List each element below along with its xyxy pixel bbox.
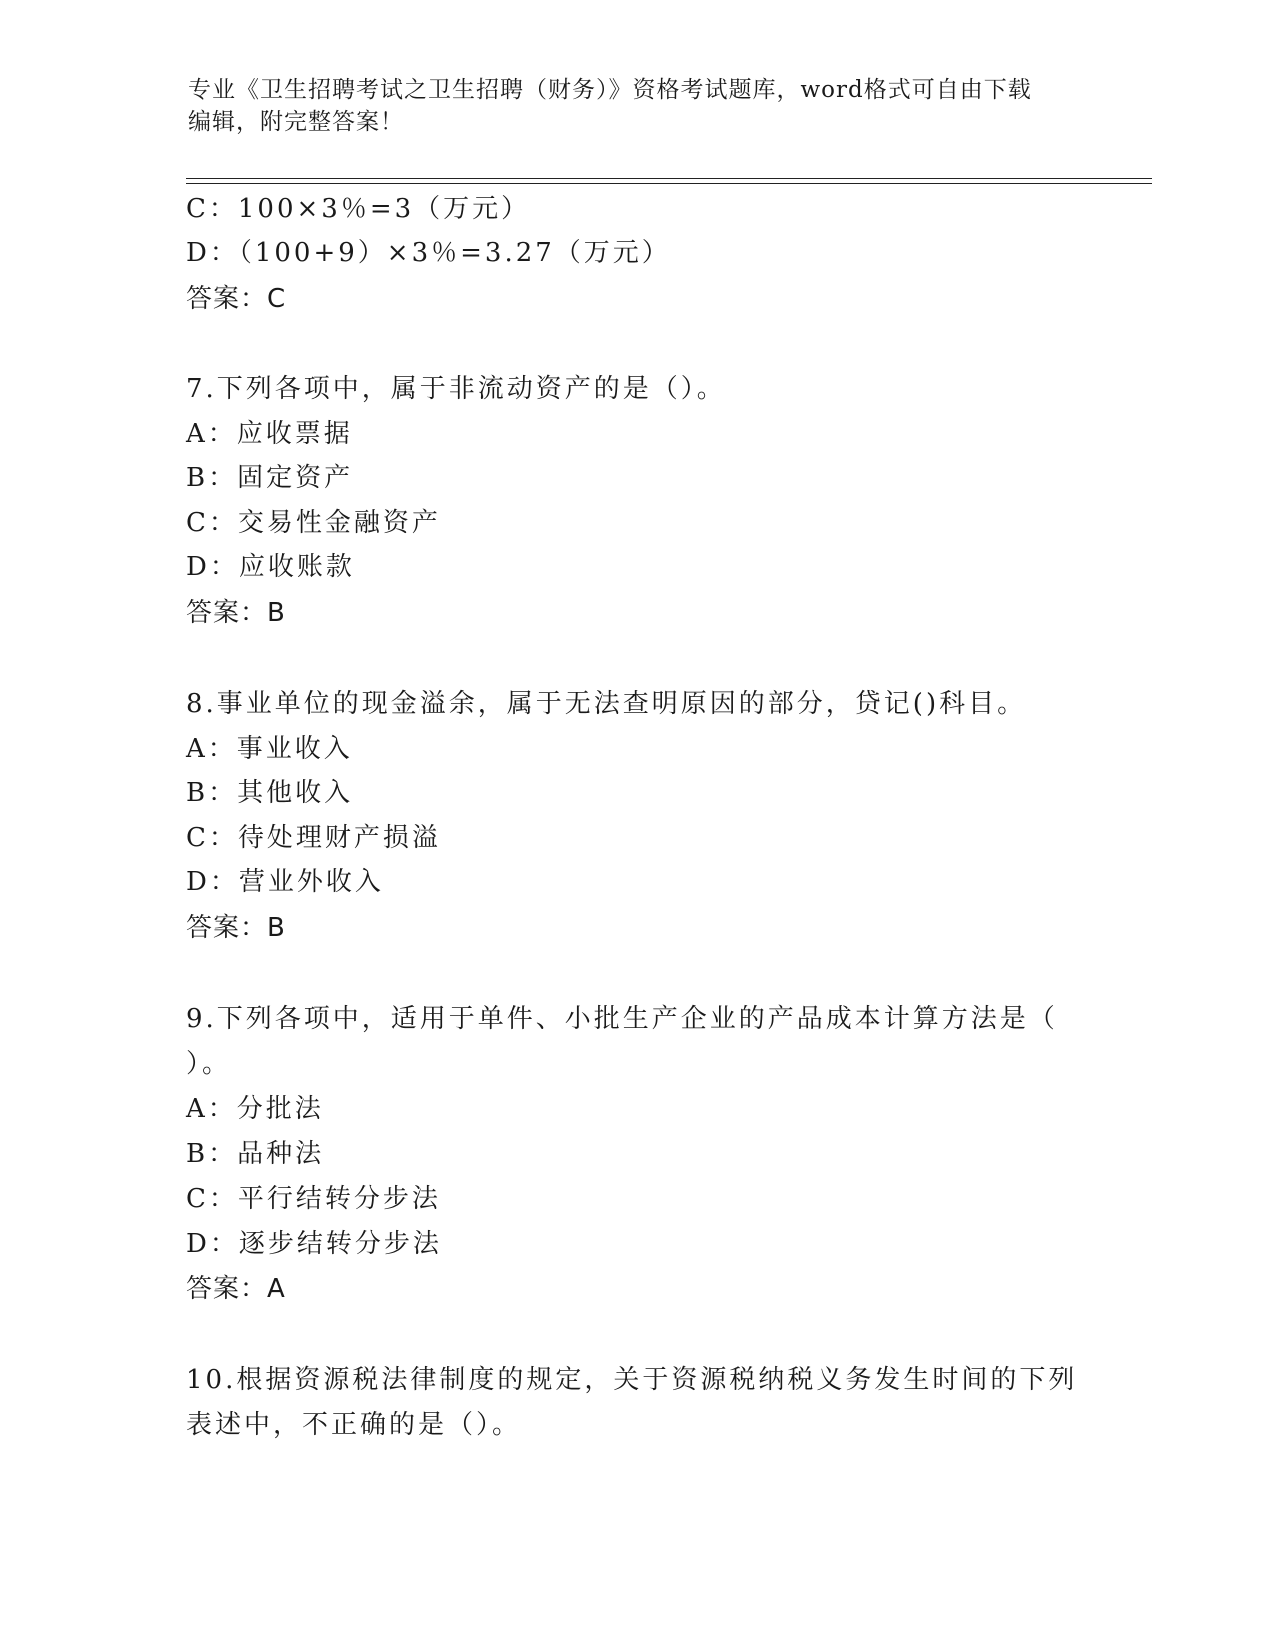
- q7-answer: 答案：B: [186, 598, 286, 628]
- q8-answer: 答案：B: [186, 913, 286, 943]
- q7-option-c: C：交易性金融资产: [186, 508, 441, 538]
- prev-option-d: D：（100+9）×3％=3.27（万元）: [186, 238, 671, 268]
- q8-option-b: B：其他收入: [186, 778, 354, 808]
- q8-stem: 8.事业单位的现金溢余，属于无法查明原因的部分，贷记()科目。: [186, 689, 1027, 719]
- q7-option-d: D：应收账款: [186, 552, 355, 582]
- q7-option-a: A：应收票据: [186, 419, 353, 449]
- q9-stem-line-1: 9.下列各项中，适用于单件、小批生产企业的产品成本计算方法是（: [186, 1004, 1058, 1034]
- q9-option-d: D：逐步结转分步法: [186, 1229, 442, 1259]
- q8-option-d: D：营业外收入: [186, 867, 384, 897]
- q9-stem-line-2: ）。: [186, 1049, 232, 1079]
- q10-stem-line-2: 表述中，不正确的是（）。: [186, 1410, 522, 1440]
- q10-stem-line-1: 10.根据资源税法律制度的规定，关于资源税纳税义务发生时间的下列: [186, 1365, 1078, 1395]
- header-divider-bottom: [186, 183, 1152, 184]
- prev-option-c: C：100×3％=3（万元）: [186, 194, 531, 224]
- q8-option-a: A：事业收入: [186, 734, 353, 764]
- header-divider-top: [186, 178, 1152, 179]
- q8-option-c: C：待处理财产损溢: [186, 823, 441, 853]
- q9-option-b: B：品种法: [186, 1139, 325, 1169]
- q7-stem: 7.下列各项中，属于非流动资产的是（）。: [186, 374, 726, 404]
- q9-answer: 答案：A: [186, 1274, 286, 1304]
- q9-option-a: A：分批法: [186, 1094, 324, 1124]
- header-title-line-2: 编辑，附完整答案！: [188, 109, 404, 135]
- prev-answer: 答案：C: [186, 284, 287, 314]
- q7-option-b: B：固定资产: [186, 463, 354, 493]
- header-title-line-1: 专业《卫生招聘考试之卫生招聘（财务）》资格考试题库，word格式可自由下载: [188, 77, 1032, 103]
- document-header: [188, 74, 1088, 138]
- q9-option-c: C：平行结转分步法: [186, 1184, 441, 1214]
